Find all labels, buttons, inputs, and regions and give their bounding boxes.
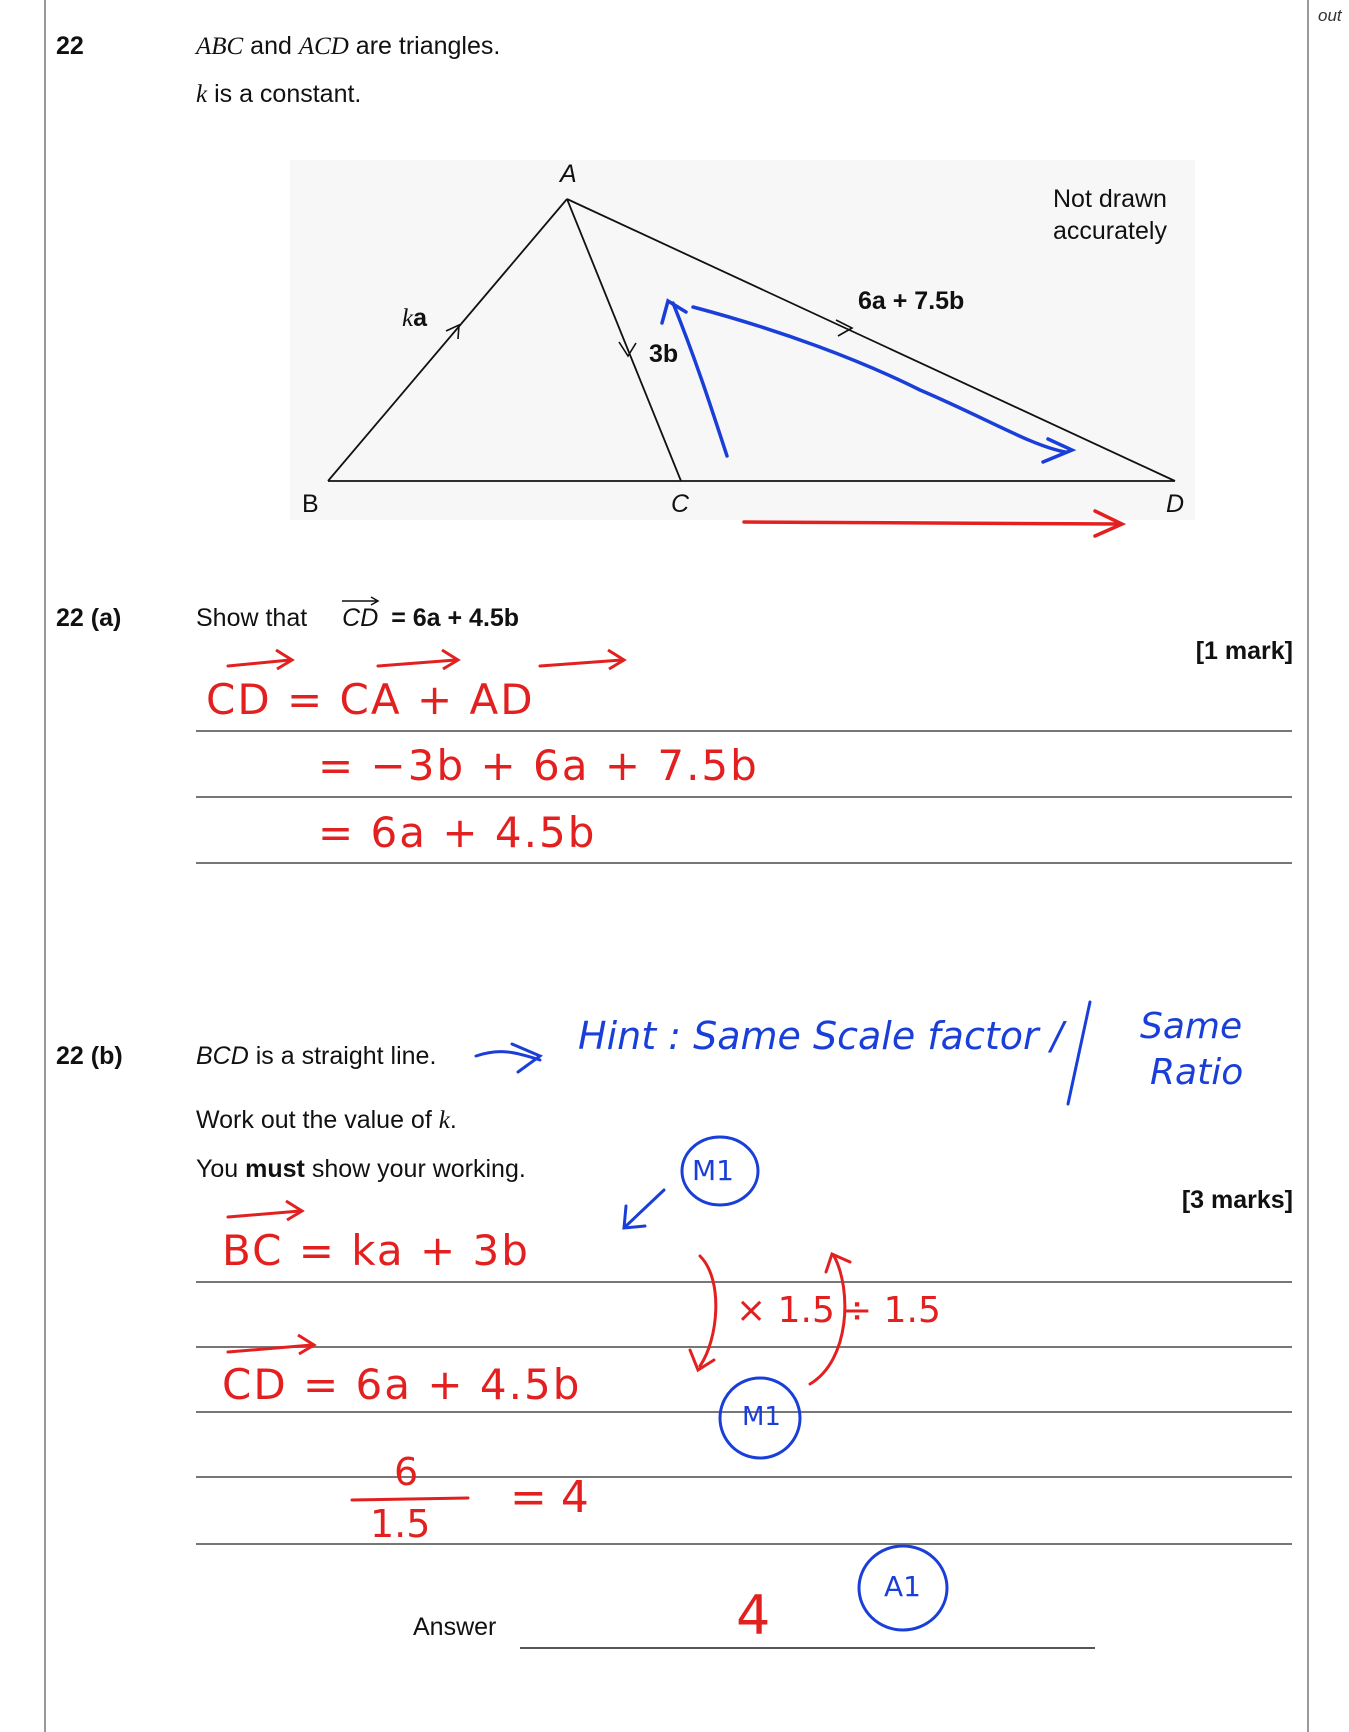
intro-and: and <box>250 32 292 60</box>
part-b-bcd: BCD <box>196 1042 249 1070</box>
part-a-equation: = 6a + 4.5b <box>391 604 520 632</box>
answer-line <box>520 1647 1095 1649</box>
hint-ratio: Ratio <box>1150 1052 1244 1093</box>
intro-end: are triangles. <box>355 32 501 60</box>
part-b-must: must <box>245 1155 305 1183</box>
part-b-working-2: CD = 6a + 4.5b <box>222 1360 582 1409</box>
answer-value: 4 <box>736 1584 771 1647</box>
not-drawn-line-2: accurately <box>1053 217 1167 245</box>
part-a-marks: [1 mark] <box>1195 637 1293 665</box>
fraction-numerator: 6 <box>394 1450 419 1494</box>
intro-constant-text: is a constant. <box>214 80 362 108</box>
label-ba-k: k <box>402 305 414 332</box>
part-a-working-1: CD = CA + AD <box>206 675 535 724</box>
part-b-k: k <box>438 1107 450 1134</box>
not-drawn-line-1: Not drawn <box>1053 185 1167 213</box>
scale-divide: ÷ 1.5 <box>842 1290 941 1331</box>
part-b-line-1-text: is a straight line. <box>255 1042 437 1070</box>
part-a-prompt-text: Show that <box>196 604 308 632</box>
part-a-working-3: = 6a + 4.5b <box>318 808 597 857</box>
m1-mark-2: M1 <box>742 1402 781 1432</box>
vertex-label-d: D <box>1166 490 1185 518</box>
part-b-label: 22 (b) <box>56 1042 123 1070</box>
part-b-working-text: show your working. <box>311 1155 526 1183</box>
hint-same: Same <box>1140 1006 1243 1047</box>
vertex-label-b: B <box>302 490 319 518</box>
m1-mark-1: M1 <box>692 1154 734 1187</box>
question-number: 22 <box>56 32 84 60</box>
part-b-working-1: BC = ka + 3b <box>222 1226 530 1275</box>
part-b-marks: [3 marks] <box>1181 1186 1293 1214</box>
part-b-you: You <box>196 1155 239 1183</box>
answer-label: Answer <box>413 1613 497 1641</box>
triangle-acd: ACD <box>298 33 349 60</box>
margin-note: out <box>1318 6 1342 25</box>
vertex-label-c: C <box>671 490 690 518</box>
label-ad-vector: 6a + 7.5b <box>858 287 965 315</box>
fraction-result: = 4 <box>510 1472 589 1523</box>
part-a-working-2: = −3b + 6a + 7.5b <box>318 741 759 790</box>
label-ac-vector: 3b <box>649 340 679 368</box>
triangle-abc: ABC <box>196 33 244 60</box>
part-a-label: 22 (a) <box>56 604 122 632</box>
a1-mark: A1 <box>884 1570 921 1603</box>
vertex-label-a: A <box>560 160 577 188</box>
constant-k: k <box>196 81 208 108</box>
scale-times: × 1.5 <box>736 1290 835 1331</box>
part-a-vector-text: CD <box>342 604 379 632</box>
part-b-line-2-text: Work out the value of <box>196 1106 432 1134</box>
hint-text: Hint : Same Scale factor / <box>578 1014 1064 1058</box>
fraction-denominator: 1.5 <box>370 1502 431 1546</box>
part-b-line-2: Work out the value of k. <box>196 1106 457 1134</box>
label-ba-a: a <box>413 304 428 332</box>
